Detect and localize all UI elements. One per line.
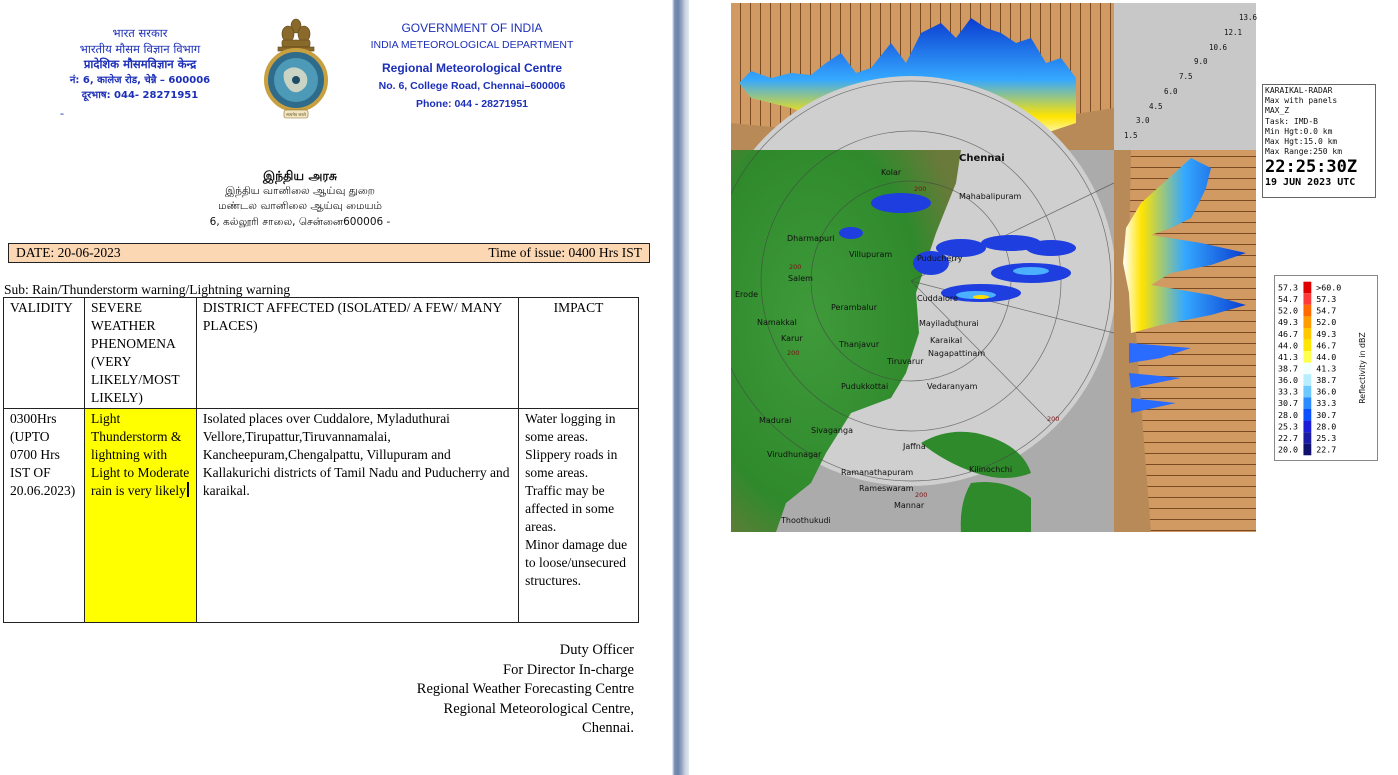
place-label: Chennai (959, 153, 1005, 164)
legend-value-right: 49.3 (1316, 328, 1337, 339)
height-label: 6.0 (1164, 87, 1178, 96)
hindi-line-5: दूरभाष: 044- 28271951 (81, 90, 199, 101)
signature-line: Regional Meteorological Centre, (443, 700, 634, 717)
place-label: Kolar (881, 168, 902, 177)
legend-value-right: 38.7 (1316, 375, 1337, 386)
height-label: 7.5 (1179, 72, 1193, 81)
info-line: Max Range:250 km (1265, 147, 1343, 157)
dash-mark: - (60, 106, 64, 120)
place-label: Pudukkottai (841, 382, 889, 391)
place-label: Madurai (759, 416, 792, 425)
place-label: Erode (735, 290, 759, 299)
height-label: 10.6 (1209, 43, 1228, 52)
tamil-line-4: 6, கல்லூரி சாலை, சென்னை600006 - (209, 215, 391, 228)
legend-swatch (1303, 374, 1311, 386)
place-label: Perambalur (831, 303, 878, 312)
range-label: 200 (787, 349, 800, 357)
place-label: Ramanathapuram (841, 468, 914, 477)
impact-item: Minor damage due to loose/unsecured structures. (525, 537, 628, 588)
info-line: MAX_Z (1265, 106, 1290, 116)
place-label: Mannar (894, 501, 925, 510)
place-label: Namakkal (757, 318, 797, 327)
hindi-line-4: नं: 6, कालेज रोड, चेन्नै – 600006 (69, 74, 211, 86)
hindi-line-2: भारतीय मौसम विज्ञान विभाग (79, 41, 201, 56)
range-label: 200 (789, 263, 802, 271)
legend-swatch (1303, 386, 1311, 398)
imd-name: INDIA METEOROLOGICAL DEPARTMENT (370, 39, 574, 51)
height-label: 9.0 (1194, 57, 1208, 66)
national-emblem-icon (262, 10, 330, 122)
legend-swatch (1303, 293, 1311, 305)
legend-swatch (1303, 282, 1311, 294)
range-label: 200 (914, 185, 927, 193)
place-label: Mayiladuthurai (919, 319, 979, 328)
place-label: Mahabalipuram (959, 192, 1022, 201)
phenomena-text: Light Thunderstorm & lightning with Light to Moderate rain is very likely (90, 411, 190, 498)
legend-value-left: 38.7 (1277, 363, 1299, 374)
rmc-name: Regional Meteorological Centre (381, 61, 563, 75)
legend-value-right: 33.3 (1316, 398, 1337, 409)
range-label: 200 (1047, 415, 1060, 423)
place-label: Villupuram (849, 250, 893, 259)
legend-title: Reflectivity in dBZ (1358, 332, 1368, 404)
legend-swatch (1303, 421, 1311, 433)
radar-time: 22:25:30Z (1265, 157, 1358, 178)
info-line: Task: IMD-B (1265, 116, 1318, 126)
place-label: Karur (781, 334, 803, 343)
subject-line: Sub: Rain/Thunderstorm warning/Lightning warning (4, 282, 291, 297)
tamil-line-3: மண்டல வானிலை ஆய்வு மையம் (218, 200, 382, 212)
cell-impact (519, 409, 639, 623)
height-label: 13.6 (1239, 13, 1258, 22)
place-label: Kilinochchi (969, 465, 1013, 474)
govt-of-india: GOVERNMENT OF INDIA (401, 21, 543, 35)
place-label: Cuddalore (917, 294, 958, 303)
radar-date: 19 JUN 2023 UTC (1265, 177, 1356, 189)
place-label: Salem (788, 274, 813, 283)
cell-phenomena[interactable] (84, 409, 196, 623)
legend-value-right: 28.0 (1316, 421, 1337, 432)
legend-value-right: 22.7 (1316, 444, 1337, 455)
height-label: 1.5 (1124, 131, 1138, 140)
cell-districts: Isolated places over Cuddalore, Myladuthurai Vellore,Tirupattur,Tiruvannamalai, Kancheepuram,Chengalpattu, Villupuram and Kallakurichi districts of Tamil Nadu and Puducherry and karaikal. (196, 409, 518, 623)
rmc-address: No. 6, College Road, Chennai–600006 (378, 80, 566, 92)
place-label: Thanjavur (839, 340, 880, 349)
info-line: KARAIKAL-RADAR (1265, 86, 1333, 95)
text-cursor (187, 482, 189, 497)
page-divider[interactable] (672, 0, 689, 775)
legend-value-left: 20.0 (1277, 444, 1299, 455)
warning-table (3, 297, 639, 623)
legend-value-left: 54.7 (1277, 294, 1299, 305)
place-label: Karaikal (930, 336, 963, 345)
signature-line: Duty Officer (559, 642, 634, 658)
legend-swatch (1303, 409, 1311, 421)
warning-document (0, 0, 672, 775)
legend-value-right: 30.7 (1316, 409, 1337, 420)
range-label: 200 (915, 491, 928, 499)
legend-swatch (1303, 328, 1311, 340)
issue-time: Time of issue: 0400 Hrs IST (488, 245, 642, 260)
legend-value-right: 36.0 (1316, 386, 1337, 397)
legend-value-right: 44.0 (1316, 351, 1337, 362)
legend-value-right: 46.7 (1316, 340, 1337, 351)
legend-value-left: 28.0 (1277, 409, 1299, 420)
legend-swatch (1303, 340, 1311, 352)
legend-swatch (1303, 397, 1311, 409)
place-label: Sivaganga (811, 426, 853, 435)
impact-item: Slippery roads in some areas. (525, 447, 618, 480)
legend-value-left: 49.3 (1277, 317, 1299, 328)
radar-info-box (1262, 84, 1376, 198)
legend-value-left: 41.3 (1277, 351, 1299, 362)
tamil-header (180, 168, 420, 230)
legend-value-right: 25.3 (1316, 432, 1337, 443)
place-label: Rameswaram (859, 484, 914, 493)
legend-swatch (1303, 363, 1311, 375)
header-phenomena: SEVERE WEATHER PHENOMENA (VERY LIKELY/MOST LIKELY) (84, 298, 196, 409)
legend-value-left: 36.0 (1277, 375, 1299, 386)
height-label: 4.5 (1149, 102, 1163, 111)
date-bar (8, 243, 650, 263)
legend-swatch (1303, 444, 1311, 456)
place-label: Tiruvarur (887, 357, 924, 366)
hindi-line-1: भारत सरकार (112, 26, 168, 40)
place-label: Nagapattinam (928, 349, 986, 358)
hindi-line-3: प्रादेशिक मौसमविज्ञान केन्द्र (83, 57, 197, 71)
info-line: Max with panels (1265, 96, 1338, 106)
header-districts: DISTRICT AFFECTED (ISOLATED/ A FEW/ MANY PLACES) (196, 298, 518, 409)
header-impact: IMPACT (519, 298, 639, 409)
place-label: Virudhunagar (767, 450, 822, 459)
cell-validity: 0300Hrs (UPTO 0700 Hrs IST OF 20.06.2023) (4, 409, 85, 623)
legend-swatch (1303, 432, 1311, 444)
legend-value-right: >60.0 (1316, 282, 1342, 293)
legend-value-left: 46.7 (1277, 328, 1299, 339)
legend-value-left: 30.7 (1277, 398, 1299, 409)
legend-swatch (1303, 305, 1311, 317)
legend-swatch (1303, 351, 1311, 363)
place-label: Jaffna (903, 442, 926, 451)
height-label: 3.0 (1136, 116, 1150, 125)
table-row (4, 409, 639, 623)
issue-date: DATE: 20-06-2023 (16, 245, 121, 260)
height-label: 12.1 (1224, 28, 1243, 37)
signature-line: For Director In-charge (503, 661, 634, 678)
legend-value-left: 25.3 (1277, 421, 1299, 432)
info-line: Max Hgt:15.0 km (1265, 137, 1338, 147)
signature-line: Chennai. (582, 720, 634, 736)
legend-value-left: 57.3 (1277, 282, 1299, 293)
table-header-row (4, 298, 639, 409)
tamil-line-2: இந்திய வானிலை ஆய்வு துறை (225, 184, 375, 197)
reflectivity-legend (1274, 275, 1378, 461)
tamil-line-1: இந்திய அரசு (263, 168, 337, 183)
legend-value-left: 52.0 (1277, 305, 1299, 316)
rmc-phone: Phone: 044 - 28271951 (415, 98, 529, 110)
impact-item: Water logging in some areas. (525, 411, 616, 444)
place-label: Puducherry (917, 254, 963, 263)
legend-value-left: 22.7 (1277, 432, 1299, 443)
english-header (352, 20, 592, 113)
signature-block (334, 641, 634, 739)
place-label: Dharmapuri (787, 234, 835, 243)
legend-value-right: 52.0 (1316, 317, 1337, 328)
info-line: Min Hgt:0.0 km (1265, 126, 1333, 136)
legend-value-right: 41.3 (1316, 363, 1337, 374)
legend-value-right: 54.7 (1316, 305, 1337, 316)
emblem-motto: सत्यमेव जयते (286, 112, 306, 117)
signature-line: Regional Weather Forecasting Centre (416, 681, 634, 697)
impact-item: Traffic may be affected in some areas. (525, 483, 615, 534)
legend-value-left: 44.0 (1277, 340, 1299, 351)
place-label: Vedaranyam (927, 382, 978, 391)
hindi-header (40, 26, 240, 104)
header-validity: VALIDITY (4, 298, 85, 409)
legend-value-right: 57.3 (1316, 294, 1337, 305)
legend-value-left: 33.3 (1277, 386, 1299, 397)
place-label: Thoothukudi (781, 516, 831, 525)
legend-swatch (1303, 316, 1311, 328)
